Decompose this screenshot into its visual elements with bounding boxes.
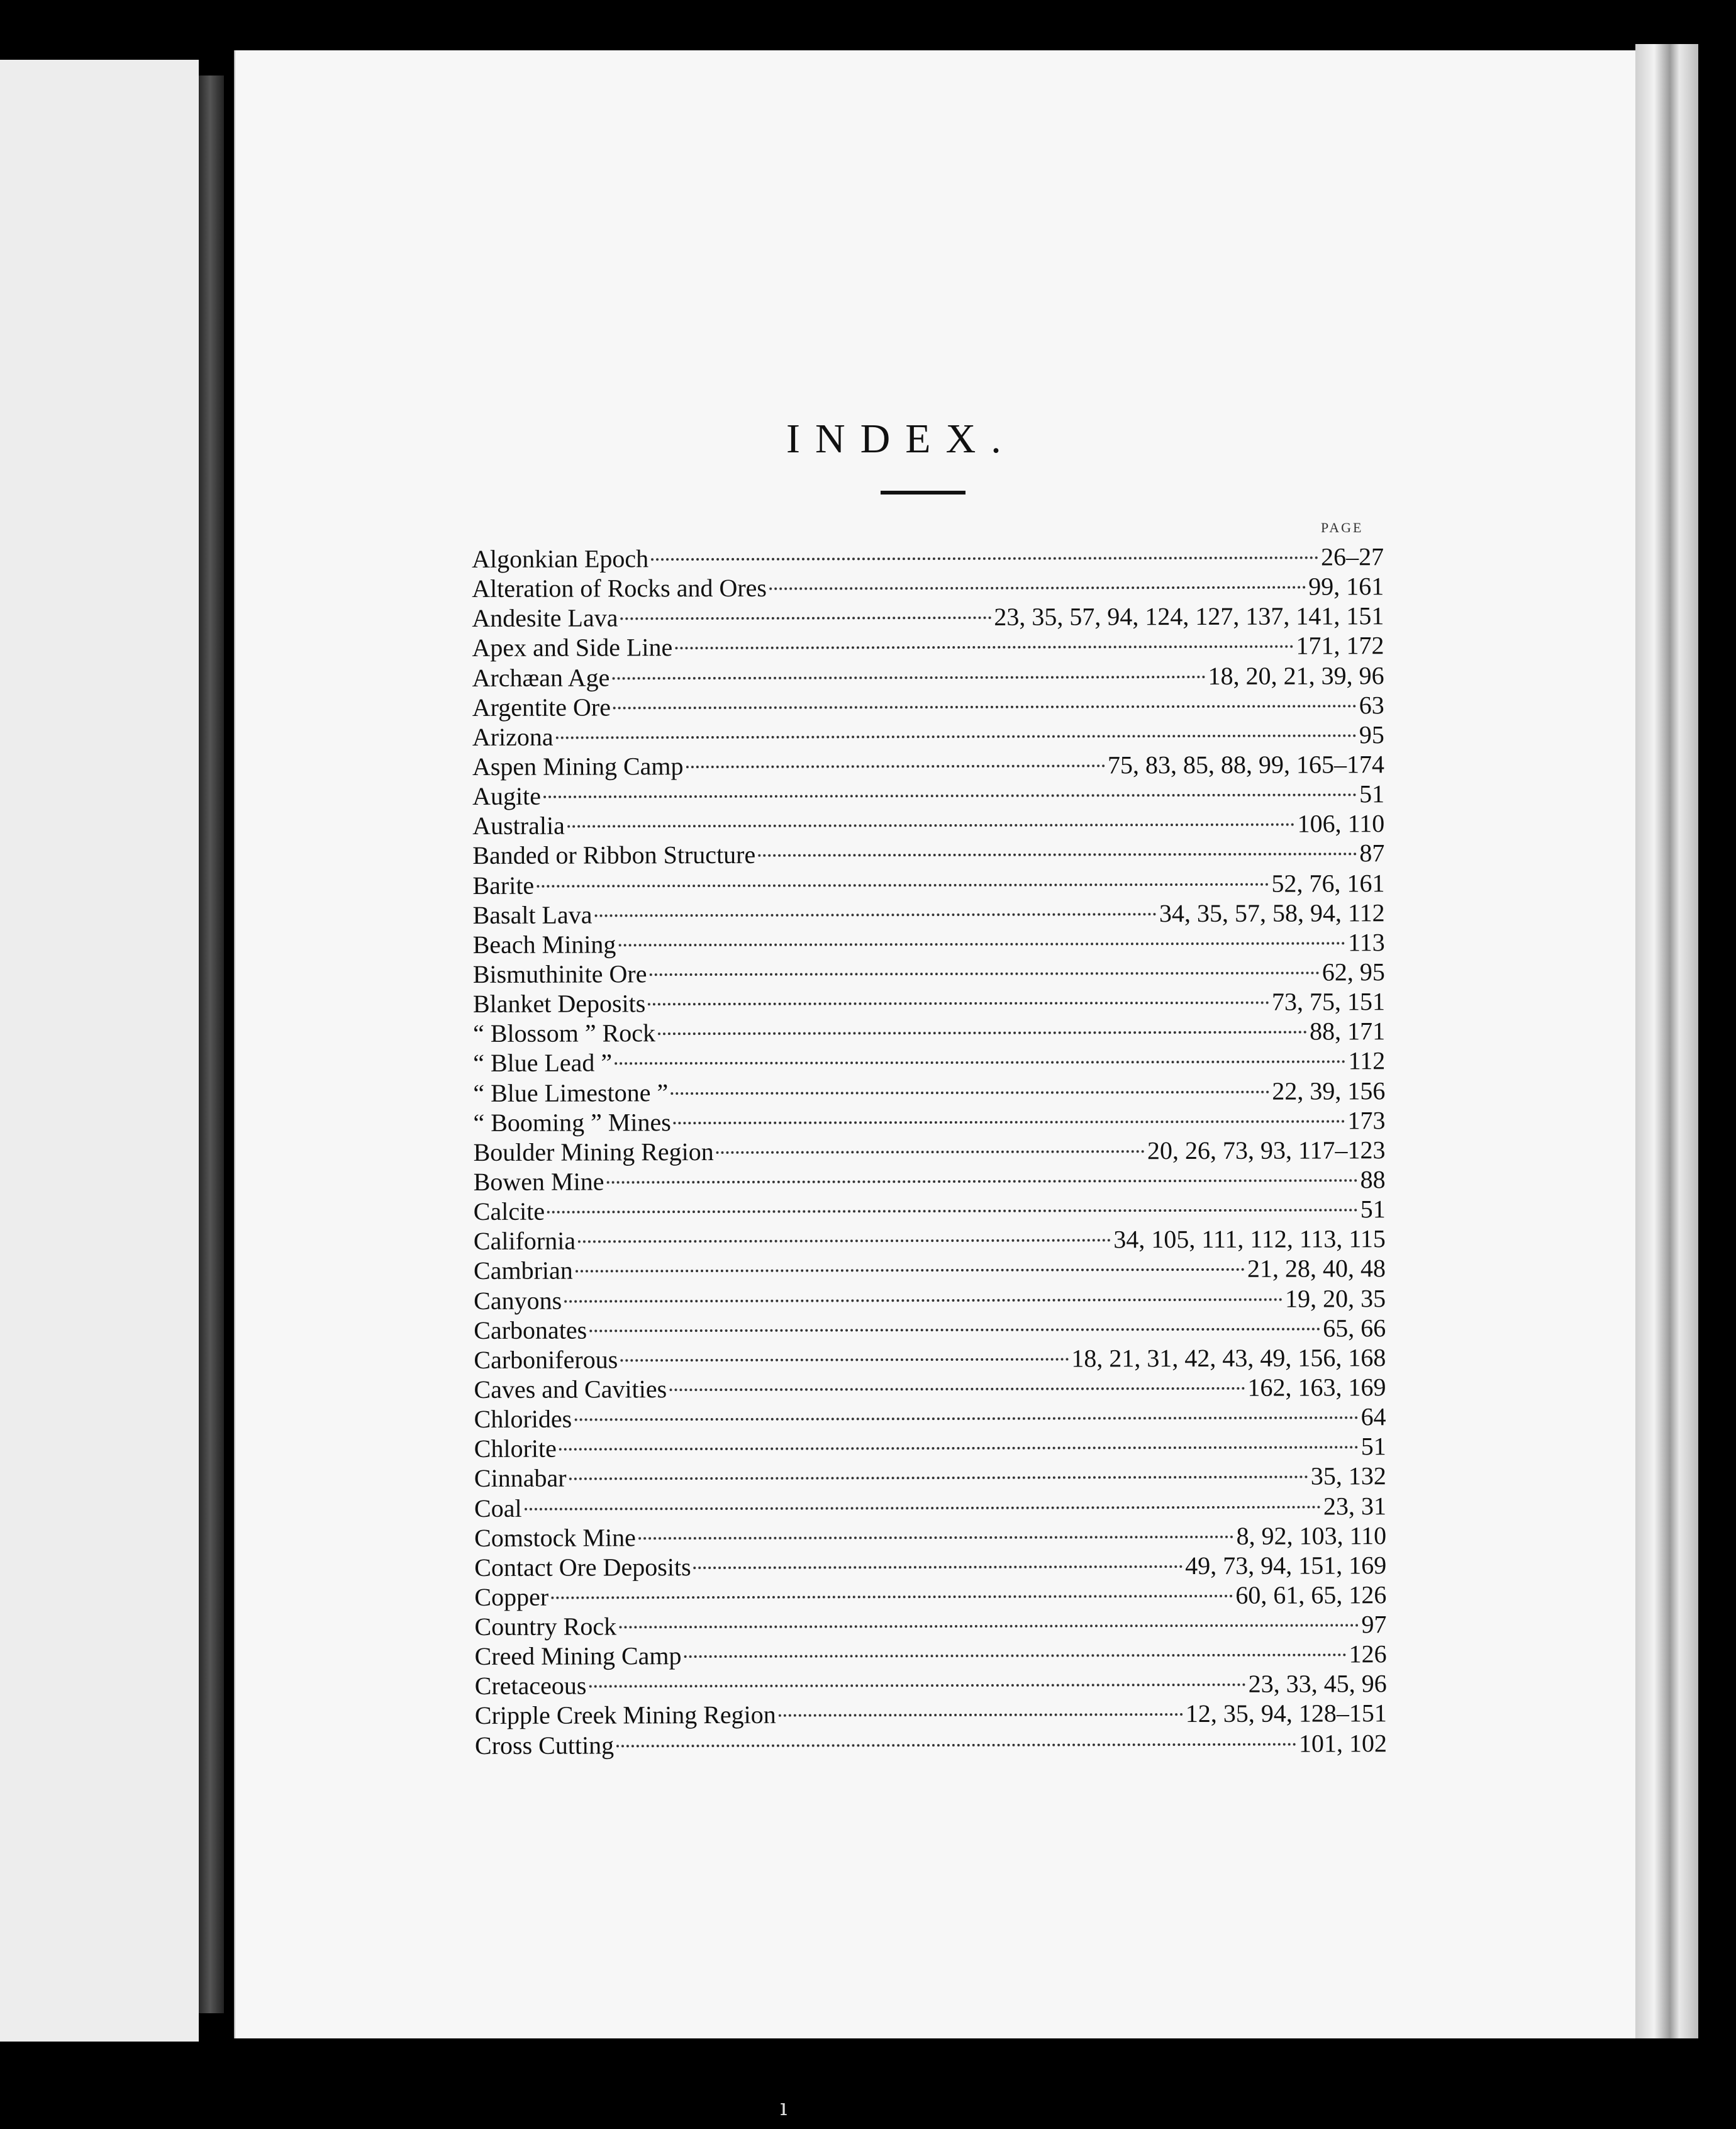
dot-leader (578, 1239, 1111, 1243)
entry-pages: 113 (1348, 928, 1385, 957)
index-entry (474, 1283, 1386, 1316)
entry-pages: 23, 33, 45, 96 (1248, 1669, 1387, 1699)
index-entry (472, 661, 1384, 693)
entry-pages: 18, 20, 21, 39, 96 (1208, 661, 1384, 690)
entry-pages: 51 (1359, 780, 1385, 808)
index-entry (475, 1728, 1387, 1760)
dot-leader (684, 1654, 1346, 1658)
entry-pages: 112 (1348, 1046, 1386, 1075)
index-entry (472, 808, 1384, 841)
dot-leader (670, 1090, 1269, 1094)
dot-leader (589, 1327, 1320, 1332)
dot-leader (619, 1624, 1359, 1628)
book-gutter (199, 75, 224, 2013)
entry-pages: 171, 172 (1296, 631, 1384, 660)
index-entry (475, 1639, 1387, 1671)
entry-name: Carbonates (474, 1316, 587, 1344)
dot-leader (769, 586, 1306, 590)
index-entry (474, 1165, 1386, 1197)
entry-pages: 19, 20, 35 (1285, 1283, 1386, 1313)
dot-leader (551, 1595, 1233, 1599)
entry-pages: 12, 35, 94, 128–151 (1185, 1699, 1387, 1728)
entry-name: “ Booming ” Mines (473, 1107, 671, 1137)
entry-name: Cripple Creek Mining Region (474, 1701, 776, 1730)
index-entry (475, 1669, 1387, 1701)
index-entry (472, 601, 1384, 633)
dot-leader (618, 942, 1345, 946)
dot-leader (559, 1446, 1359, 1451)
entry-name: Chlorides (474, 1404, 572, 1434)
dot-leader (674, 1120, 1345, 1124)
entry-name: California (473, 1226, 576, 1256)
entry-name: Algonkian Epoch (472, 544, 649, 573)
index-entry (472, 779, 1384, 811)
entry-name: Coal (474, 1494, 522, 1523)
dot-leader (669, 1387, 1245, 1391)
index-entry (474, 1461, 1386, 1494)
entry-name: Aspen Mining Camp (472, 752, 684, 781)
dot-leader (556, 734, 1357, 739)
entry-name: Copper (474, 1582, 549, 1611)
dot-leader (547, 1209, 1358, 1213)
dot-leader (658, 1031, 1307, 1036)
entry-pages: 20, 26, 73, 93, 117–123 (1147, 1136, 1386, 1165)
dot-leader (716, 1150, 1145, 1154)
entry-name: Barite (472, 871, 535, 900)
index-entry (474, 1550, 1386, 1582)
entry-pages: 173 (1347, 1105, 1386, 1135)
index-entry (474, 1254, 1386, 1286)
entry-name: Comstock Mine (474, 1523, 636, 1552)
dot-leader (638, 1535, 1234, 1539)
entry-name: Caves and Cavities (474, 1375, 667, 1404)
index-entry (474, 1372, 1386, 1404)
dot-leader (694, 1565, 1183, 1569)
entry-name: Cross Cutting (474, 1731, 615, 1760)
entry-pages: 49, 73, 94, 151, 169 (1185, 1550, 1387, 1580)
dot-leader (675, 645, 1293, 650)
entry-name: Australia (472, 811, 565, 841)
entry-pages: 75, 83, 85, 88, 99, 165–174 (1107, 750, 1384, 780)
entry-name: Apex and Side Line (472, 633, 673, 662)
entry-name: Canyons (474, 1286, 562, 1315)
index-entry (473, 1105, 1385, 1137)
entry-pages: 87 (1359, 839, 1385, 868)
entry-pages: 21, 28, 40, 48 (1247, 1254, 1386, 1283)
dot-leader (758, 853, 1357, 857)
index-entry (474, 1343, 1386, 1375)
entry-pages: 101, 102 (1298, 1728, 1388, 1758)
index-entry (474, 1431, 1386, 1463)
dot-leader (616, 1743, 1296, 1747)
dot-leader (594, 913, 1157, 917)
entry-name: Country Rock (474, 1612, 617, 1641)
page-title: INDEX. (786, 416, 1016, 462)
index-entries (472, 542, 1387, 1760)
entry-name: Cinnabar (474, 1463, 567, 1493)
entry-name: Argentite Ore (472, 693, 611, 722)
index-entry (474, 1224, 1386, 1256)
index-entry (474, 1609, 1386, 1641)
entry-name: “ Blue Lead ” (473, 1048, 613, 1078)
dot-leader (620, 617, 991, 620)
dot-leader (615, 1061, 1345, 1065)
entry-pages: 51 (1360, 1195, 1386, 1224)
entry-name: Blanket Deposits (472, 989, 646, 1019)
dot-leader (612, 676, 1205, 679)
dot-leader (525, 1506, 1321, 1510)
dot-leader (651, 556, 1318, 561)
index-entry (472, 571, 1384, 603)
dot-leader (686, 764, 1104, 768)
entry-pages: 63 (1359, 690, 1384, 720)
entry-name: Andesite Lava (472, 603, 618, 633)
index-entry (472, 868, 1384, 900)
entry-pages: 73, 75, 151 (1271, 987, 1385, 1016)
entry-name: Calcite (473, 1197, 545, 1226)
dot-leader (620, 1358, 1069, 1361)
dot-leader (779, 1714, 1183, 1718)
entry-name: Carboniferous (474, 1345, 618, 1374)
dot-leader (567, 824, 1295, 828)
entry-name: Boulder Mining Region (473, 1137, 714, 1166)
entry-pages: 88, 171 (1309, 1017, 1386, 1046)
dot-leader (589, 1684, 1245, 1688)
index-entry (474, 1313, 1386, 1345)
entry-name: “ Blue Limestone ” (473, 1078, 669, 1107)
index-entry (473, 1016, 1385, 1048)
index-entry (472, 720, 1384, 752)
entry-name: “ Blossom ” Rock (472, 1019, 656, 1048)
entry-name: Creed Mining Camp (474, 1641, 682, 1671)
dot-leader (613, 705, 1357, 709)
dot-leader (648, 1002, 1269, 1006)
entry-name: Arizona (472, 722, 554, 751)
entry-name: Banded or Ribbon Structure (472, 841, 756, 870)
entry-name: Contact Ore Deposits (474, 1552, 691, 1582)
index-entry (473, 1076, 1385, 1108)
index-entry (472, 542, 1384, 574)
page-column-label: PAGE (1321, 520, 1364, 535)
index-entry (474, 1194, 1386, 1226)
entry-pages: 126 (1349, 1640, 1387, 1668)
entry-name: Basalt Lava (472, 900, 593, 929)
entry-pages: 64 (1360, 1402, 1386, 1431)
index-entry (474, 1491, 1386, 1523)
dot-leader (564, 1298, 1283, 1302)
left-page (0, 60, 199, 2042)
entry-name: Bismuthinite Ore (472, 959, 647, 988)
dot-leader (574, 1416, 1358, 1421)
entry-pages: 23, 35, 57, 94, 124, 127, 137, 141, 151 (994, 601, 1384, 632)
entry-pages: 95 (1359, 720, 1384, 749)
index-entry (473, 986, 1385, 1019)
dot-leader (543, 793, 1357, 798)
title-rule (881, 491, 965, 495)
index-entry (472, 749, 1384, 781)
index-entry (475, 1699, 1387, 1731)
entry-name: Cretaceous (474, 1671, 587, 1701)
entry-pages: 60, 61, 65, 126 (1235, 1580, 1387, 1609)
entry-pages: 97 (1361, 1610, 1387, 1639)
entry-name: Chlorite (474, 1434, 557, 1463)
dot-leader (537, 883, 1269, 887)
index-entry (473, 1135, 1385, 1167)
entry-pages: 8, 92, 103, 110 (1236, 1521, 1387, 1550)
entry-pages: 99, 161 (1308, 572, 1384, 601)
entry-pages: 106, 110 (1297, 809, 1385, 838)
entry-pages: 23, 31 (1323, 1491, 1387, 1520)
index-entry (472, 690, 1384, 722)
index-entry (474, 1580, 1386, 1612)
dot-leader (649, 971, 1319, 976)
entry-pages: 22, 39, 156 (1272, 1076, 1386, 1105)
dot-leader (576, 1268, 1245, 1273)
page-edges (1635, 44, 1698, 2038)
entry-pages: 65, 66 (1323, 1313, 1386, 1343)
entry-pages: 18, 21, 31, 42, 43, 49, 156, 168 (1071, 1343, 1386, 1373)
index-entry (472, 839, 1384, 871)
entry-pages: 88 (1360, 1165, 1386, 1194)
entry-name: Bowen Mine (473, 1167, 604, 1196)
index-entry (473, 1046, 1385, 1078)
index-entry (473, 957, 1385, 989)
index-entry (474, 1521, 1386, 1553)
index-entry (472, 631, 1384, 663)
index-entry (473, 927, 1385, 959)
film-mark: ı (780, 2095, 787, 2121)
entry-name: Alteration of Rocks and Ores (472, 573, 767, 603)
entry-pages: 51 (1360, 1432, 1386, 1461)
entry-name: Archæan Age (472, 662, 610, 692)
entry-pages: 34, 105, 111, 112, 113, 115 (1113, 1224, 1386, 1254)
dot-leader (569, 1476, 1308, 1480)
entry-pages: 162, 163, 169 (1247, 1373, 1386, 1402)
entry-name: Cambrian (473, 1256, 573, 1285)
entry-name: Beach Mining (472, 930, 616, 959)
entry-pages: 52, 76, 161 (1271, 868, 1385, 898)
entry-name: Augite (472, 781, 541, 811)
index-entry (472, 898, 1384, 930)
index-entry (474, 1402, 1386, 1434)
entry-pages: 35, 132 (1310, 1461, 1386, 1490)
entry-pages: 26–27 (1320, 542, 1384, 571)
dot-leader (606, 1179, 1357, 1183)
entry-pages: 34, 35, 57, 58, 94, 112 (1159, 898, 1385, 927)
entry-pages: 62, 95 (1321, 958, 1385, 986)
